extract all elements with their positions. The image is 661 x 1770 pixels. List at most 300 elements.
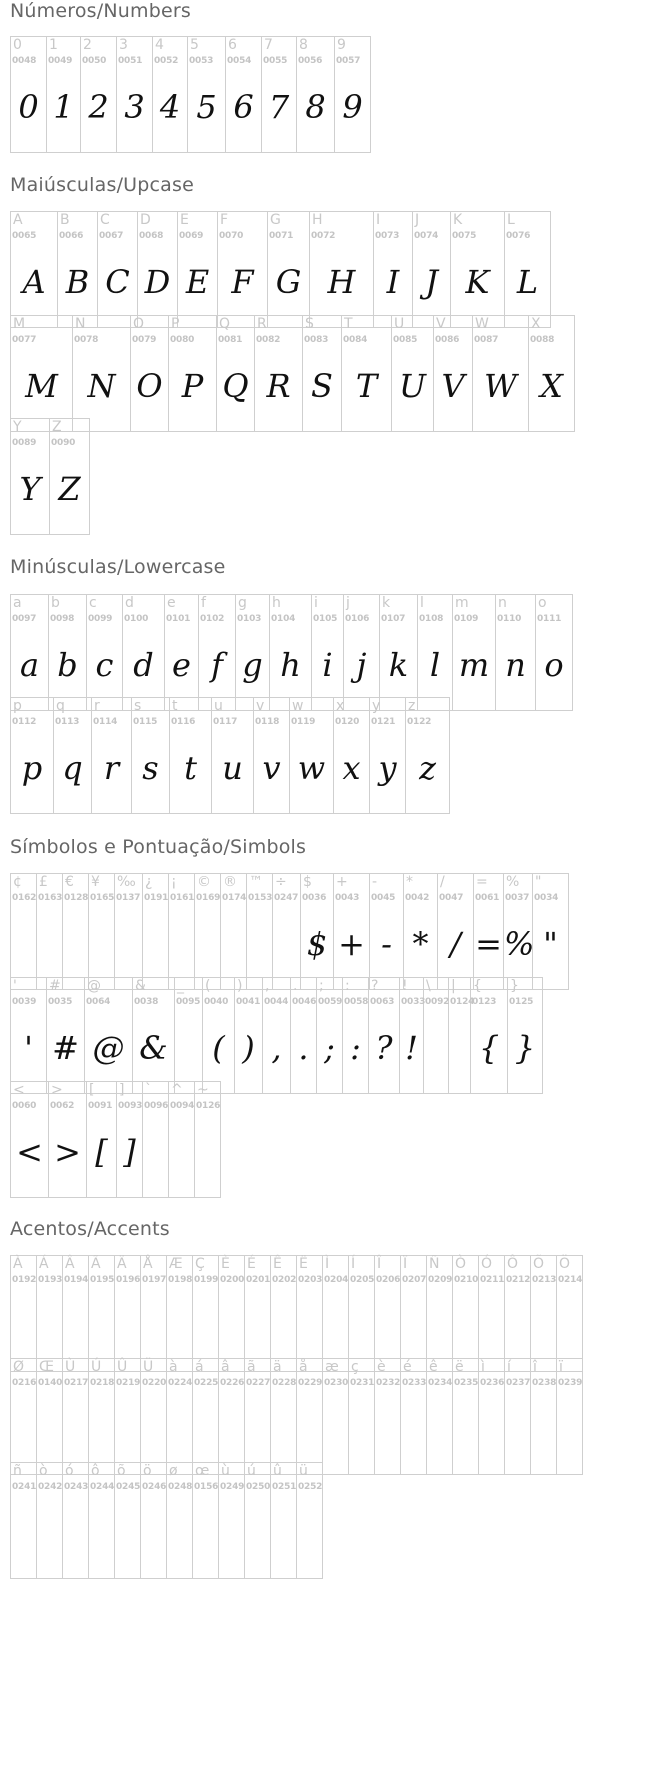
character-code: 0126	[196, 1101, 221, 1111]
character-label: È	[221, 1256, 230, 1272]
character-label: w	[292, 698, 304, 714]
character-label: 8	[299, 37, 308, 53]
glyph-cell	[115, 874, 143, 989]
glyph-cell	[193, 1463, 219, 1578]
character-code: 0243	[64, 1482, 89, 1492]
glyph-cell	[11, 316, 73, 431]
character-label: '	[13, 978, 17, 994]
glyph-cell	[236, 595, 270, 710]
character-label: l	[420, 595, 424, 611]
glyph-cell	[153, 37, 188, 152]
character-label: B	[60, 212, 70, 228]
character-code: 0233	[402, 1378, 427, 1388]
character-code: 0101	[166, 614, 191, 624]
character-code: 0051	[118, 56, 143, 66]
glyph-sample: F	[231, 263, 254, 301]
character-label: G	[270, 212, 281, 228]
character-label: z	[408, 698, 416, 714]
glyph-cell	[533, 874, 569, 989]
glyph-cell	[438, 874, 474, 989]
character-label: e	[167, 595, 176, 611]
glyph-cell	[473, 316, 529, 431]
character-code: 0218	[90, 1378, 115, 1388]
character-label: á	[195, 1359, 204, 1375]
character-code: 0242	[38, 1482, 63, 1492]
character-label: N	[75, 316, 86, 332]
glyph-row	[10, 315, 575, 432]
glyph-cell	[219, 1359, 245, 1474]
character-code: 0063	[370, 997, 395, 1007]
glyph-cell	[310, 212, 374, 327]
glyph-sample: S	[311, 367, 333, 405]
character-label: ~	[197, 1082, 209, 1098]
glyph-cell	[138, 212, 178, 327]
glyph-cell	[11, 1359, 37, 1474]
character-code: 0047	[439, 893, 464, 903]
character-code: 0082	[256, 335, 281, 345]
glyph-sample: &	[139, 1029, 168, 1067]
character-label: Õ	[533, 1256, 545, 1272]
glyph-row	[10, 1462, 323, 1579]
character-code: 0087	[474, 335, 499, 345]
glyph-cell	[11, 37, 47, 152]
character-code: 0211	[480, 1275, 505, 1285]
character-code: 0052	[154, 56, 179, 66]
glyph-sample: a	[19, 646, 40, 684]
glyph-sample: b	[57, 646, 78, 684]
glyph-cell	[235, 978, 263, 1093]
character-code: 0165	[90, 893, 115, 903]
glyph-cell	[87, 1082, 117, 1197]
character-label: 1	[49, 37, 58, 53]
character-code: 0220	[142, 1378, 167, 1388]
character-code: 0075	[452, 231, 477, 241]
character-code: 0196	[116, 1275, 141, 1285]
glyph-sample: y	[378, 749, 397, 787]
glyph-sample: '	[24, 1029, 33, 1067]
character-label: U	[394, 316, 405, 332]
glyph-sample: D	[144, 263, 171, 301]
character-label: ¥	[91, 874, 100, 890]
glyph-sample: m	[458, 646, 490, 684]
character-label: L	[507, 212, 515, 228]
character-code: 0095	[176, 997, 201, 1007]
glyph-cell	[297, 1359, 323, 1474]
glyph-sample: 5	[196, 88, 217, 126]
glyph-sample: 1	[53, 88, 74, 126]
glyph-cell	[212, 698, 254, 813]
character-code: 0042	[405, 893, 430, 903]
glyph-sample: <	[16, 1133, 43, 1171]
glyph-cell	[505, 1256, 531, 1371]
character-label: <	[13, 1082, 25, 1098]
character-code: 0059	[318, 997, 343, 1007]
glyph-cell	[11, 698, 54, 813]
character-label: ]	[119, 1082, 125, 1098]
glyph-cell	[167, 1359, 193, 1474]
character-label: Z	[52, 419, 62, 435]
character-code: 0041	[236, 997, 261, 1007]
glyph-cell	[479, 1256, 505, 1371]
character-code: 0055	[263, 56, 288, 66]
character-label: D	[140, 212, 151, 228]
glyph-sample: 2	[88, 88, 109, 126]
character-code: 0070	[219, 231, 244, 241]
character-code: 0224	[168, 1378, 193, 1388]
character-code: 0044	[264, 997, 289, 1007]
character-code: 0067	[99, 231, 124, 241]
character-code: 0230	[324, 1378, 349, 1388]
character-label: >	[51, 1082, 63, 1098]
glyph-sample: :	[350, 1029, 361, 1067]
character-label: ¢	[13, 874, 22, 890]
character-label: Â	[65, 1256, 75, 1272]
character-code: 0204	[324, 1275, 349, 1285]
character-code: 0073	[375, 231, 400, 241]
character-label: @	[87, 978, 101, 994]
character-label: r	[94, 698, 100, 714]
character-label: Ì	[325, 1256, 330, 1272]
character-label: I	[376, 212, 381, 228]
character-label: n	[498, 595, 507, 611]
glyph-cell	[37, 874, 63, 989]
character-label: ó	[65, 1463, 74, 1479]
glyph-cell	[50, 419, 90, 534]
glyph-cell	[557, 1256, 583, 1371]
character-label: |	[451, 978, 456, 994]
glyph-cell	[290, 698, 334, 813]
character-code: 0046	[292, 997, 317, 1007]
glyph-sample: )	[242, 1029, 255, 1067]
character-label: ‰	[117, 874, 136, 890]
character-label: Ç	[195, 1256, 205, 1272]
glyph-sample: X	[540, 367, 563, 405]
glyph-sample: c	[95, 646, 114, 684]
character-label: H	[312, 212, 323, 228]
glyph-sample: s	[142, 749, 159, 787]
glyph-cell	[221, 874, 247, 989]
glyph-cell	[141, 1256, 167, 1371]
glyph-sample: ?	[375, 1029, 393, 1067]
character-label: d	[125, 595, 134, 611]
glyph-cell	[11, 595, 49, 710]
glyph-cell	[89, 1256, 115, 1371]
character-label: j	[346, 595, 350, 611]
character-code: 0060	[12, 1101, 37, 1111]
glyph-cell	[271, 1359, 297, 1474]
glyph-sample: J	[425, 263, 438, 301]
glyph-cell	[453, 1359, 479, 1474]
glyph-row	[10, 697, 450, 814]
glyph-cell	[424, 978, 449, 1093]
glyph-cell	[375, 1359, 401, 1474]
glyph-cell	[334, 874, 370, 989]
glyph-sample: C	[105, 263, 130, 301]
character-code: 0119	[291, 717, 316, 727]
character-code: 0123	[472, 997, 497, 1007]
glyph-sample: @	[92, 1029, 125, 1067]
glyph-cell	[87, 595, 123, 710]
character-label: ?	[371, 978, 379, 994]
glyph-sample: e	[172, 646, 191, 684]
section-title: Números/Numbers	[10, 0, 191, 22]
character-label: &	[135, 978, 146, 994]
glyph-sample: $	[306, 925, 328, 963]
character-code: 0038	[134, 997, 159, 1007]
character-code: 0071	[269, 231, 294, 241]
character-label: Å	[143, 1256, 153, 1272]
character-label: M	[13, 316, 26, 332]
glyph-cell	[349, 1359, 375, 1474]
character-code: 0232	[376, 1378, 401, 1388]
character-code: 0083	[304, 335, 329, 345]
character-label: Ø	[13, 1359, 25, 1375]
character-label: ä	[273, 1359, 282, 1375]
character-label: 7	[264, 37, 273, 53]
character-code: 0217	[64, 1378, 89, 1388]
glyph-sample: v	[262, 749, 281, 787]
character-label: Ë	[299, 1256, 308, 1272]
character-code: 0191	[144, 893, 169, 903]
character-label: V	[436, 316, 446, 332]
character-label: h	[272, 595, 281, 611]
character-code: 0115	[133, 717, 158, 727]
character-label: ñ	[13, 1463, 22, 1479]
character-label: #	[49, 978, 61, 994]
glyph-sample: W	[484, 367, 517, 405]
glyph-cell	[349, 1256, 375, 1371]
character-code: 0072	[311, 231, 336, 241]
character-code: 0035	[48, 997, 73, 1007]
glyph-cell	[73, 316, 131, 431]
character-label: J	[415, 212, 420, 228]
character-label: ö	[143, 1463, 152, 1479]
character-label: t	[172, 698, 178, 714]
character-label: Ò	[455, 1256, 467, 1272]
glyph-cell	[317, 978, 343, 1093]
glyph-sample: i	[322, 646, 333, 684]
character-code: 0099	[88, 614, 113, 624]
glyph-sample: {	[478, 1029, 500, 1067]
character-code: 0120	[335, 717, 360, 727]
glyph-cell	[169, 316, 217, 431]
glyph-cell	[271, 1256, 297, 1371]
character-code: 0092	[425, 997, 450, 1007]
character-label: 6	[228, 37, 237, 53]
character-code: 0103	[237, 614, 262, 624]
glyph-cell	[123, 595, 165, 710]
glyph-cell	[247, 874, 273, 989]
glyph-sample: E	[185, 263, 210, 301]
glyph-cell	[342, 316, 392, 431]
glyph-cell	[169, 1082, 195, 1197]
character-label: m	[455, 595, 469, 611]
glyph-cell	[471, 978, 508, 1093]
character-code: 0128	[64, 893, 89, 903]
glyph-cell	[203, 978, 235, 1093]
character-code: 0053	[189, 56, 214, 66]
character-code: 0078	[74, 335, 99, 345]
glyph-cell	[193, 1359, 219, 1474]
character-code: 0228	[272, 1378, 297, 1388]
glyph-sample: 4	[159, 88, 181, 126]
glyph-cell	[193, 1256, 219, 1371]
character-label: Ã	[91, 1256, 101, 1272]
character-label: ù	[221, 1463, 230, 1479]
character-code: 0237	[506, 1378, 531, 1388]
glyph-cell	[344, 595, 380, 710]
glyph-sample: l	[429, 646, 441, 684]
glyph-cell	[291, 978, 317, 1093]
glyph-cell	[89, 874, 115, 989]
glyph-cell	[11, 874, 37, 989]
character-label: W	[475, 316, 489, 332]
character-label: a	[13, 595, 22, 611]
glyph-row	[10, 977, 543, 1094]
glyph-cell	[323, 1256, 349, 1371]
glyph-sample: "	[543, 925, 558, 963]
character-label: à	[169, 1359, 178, 1375]
glyph-cell	[375, 1256, 401, 1371]
glyph-cell	[449, 978, 475, 1093]
character-code: 0117	[213, 717, 238, 727]
character-code: 0106	[345, 614, 370, 624]
glyph-cell	[63, 1256, 89, 1371]
section-title: Minúsculas/Lowercase	[10, 556, 226, 578]
character-label: !	[402, 978, 408, 994]
glyph-cell	[418, 595, 453, 710]
character-label: Ö	[559, 1256, 571, 1272]
character-code: 0194	[64, 1275, 89, 1285]
glyph-cell	[218, 212, 268, 327]
glyph-cell	[141, 1359, 167, 1474]
character-label: è	[377, 1359, 386, 1375]
glyph-cell	[297, 1256, 323, 1371]
character-code: 0033	[401, 997, 426, 1007]
glyph-cell	[89, 1463, 115, 1578]
glyph-cell	[219, 1463, 245, 1578]
character-code: 0219	[116, 1378, 141, 1388]
glyph-cell	[167, 1256, 193, 1371]
glyph-sample: G	[275, 263, 302, 301]
glyph-sample: P	[181, 367, 204, 405]
character-code: 0040	[204, 997, 229, 1007]
glyph-cell	[11, 1082, 49, 1197]
character-label: ï	[559, 1359, 563, 1375]
character-code: 0162	[12, 893, 37, 903]
glyph-cell	[143, 874, 169, 989]
character-label: +	[336, 874, 348, 890]
glyph-sample: d	[133, 646, 154, 684]
character-label: ®	[223, 874, 237, 890]
character-code: 0100	[124, 614, 149, 624]
character-label: X	[531, 316, 541, 332]
character-label: æ	[325, 1359, 339, 1375]
glyph-cell	[374, 212, 413, 327]
glyph-sample: Q	[222, 367, 249, 405]
glyph-cell	[504, 874, 533, 989]
character-label: E	[180, 212, 189, 228]
glyph-cell	[434, 316, 473, 431]
glyph-cell	[115, 1256, 141, 1371]
glyph-sample: >	[54, 1133, 81, 1171]
glyph-row	[10, 211, 551, 328]
glyph-sample: n	[505, 646, 526, 684]
character-label: x	[336, 698, 345, 714]
glyph-sample: #	[52, 1029, 79, 1067]
glyph-cell	[117, 1082, 143, 1197]
glyph-cell	[254, 698, 290, 813]
character-label: %	[506, 874, 520, 890]
glyph-cell	[400, 978, 424, 1093]
glyph-cell	[92, 698, 132, 813]
character-label: 9	[337, 37, 346, 53]
character-label: ô	[91, 1463, 100, 1479]
character-code: 0169	[196, 893, 221, 903]
character-code: 0034	[534, 893, 559, 903]
character-code: 0088	[530, 335, 555, 345]
character-label: \	[426, 978, 431, 994]
glyph-sample: p	[21, 749, 43, 787]
character-code: 0066	[59, 231, 84, 241]
character-label: ú	[247, 1463, 256, 1479]
character-code: 0247	[274, 893, 299, 903]
glyph-sample: H	[327, 263, 356, 301]
character-label: Û	[117, 1359, 128, 1375]
character-code: 0227	[246, 1378, 271, 1388]
character-code: 0249	[220, 1482, 245, 1492]
glyph-row	[10, 873, 569, 990]
glyph-sample: Y	[19, 470, 41, 508]
glyph-cell	[11, 978, 47, 1093]
character-code: 0124	[450, 997, 475, 1007]
character-code: 0121	[371, 717, 396, 727]
character-code: 0209	[428, 1275, 453, 1285]
glyph-cell	[557, 1359, 583, 1474]
character-label: ¡	[171, 874, 177, 890]
character-label: )	[237, 978, 243, 994]
character-label: Æ	[169, 1256, 183, 1272]
character-code: 0116	[171, 717, 196, 727]
glyph-cell	[11, 1463, 37, 1578]
character-label: v	[256, 698, 265, 714]
glyph-cell	[47, 37, 81, 152]
character-code: 0056	[298, 56, 323, 66]
glyph-cell	[370, 874, 404, 989]
glyph-cell	[58, 212, 98, 327]
character-code: 0206	[376, 1275, 401, 1285]
character-label: €	[65, 874, 74, 890]
glyph-cell	[451, 212, 505, 327]
character-code: 0231	[350, 1378, 375, 1388]
character-code: 0140	[38, 1378, 63, 1388]
character-label: Ó	[481, 1256, 493, 1272]
glyph-sample: /	[450, 925, 461, 963]
character-code: 0226	[220, 1378, 245, 1388]
glyph-sample: h	[280, 646, 301, 684]
character-code: 0057	[336, 56, 361, 66]
glyph-cell	[37, 1359, 63, 1474]
glyph-cell	[63, 1463, 89, 1578]
glyph-cell	[217, 316, 255, 431]
glyph-cell	[195, 1082, 221, 1197]
character-label: `	[145, 1082, 152, 1098]
character-label: Ú	[91, 1359, 102, 1375]
character-label: F	[220, 212, 229, 228]
character-label: Q	[219, 316, 231, 332]
character-code: 0192	[12, 1275, 37, 1285]
character-label: é	[403, 1359, 412, 1375]
